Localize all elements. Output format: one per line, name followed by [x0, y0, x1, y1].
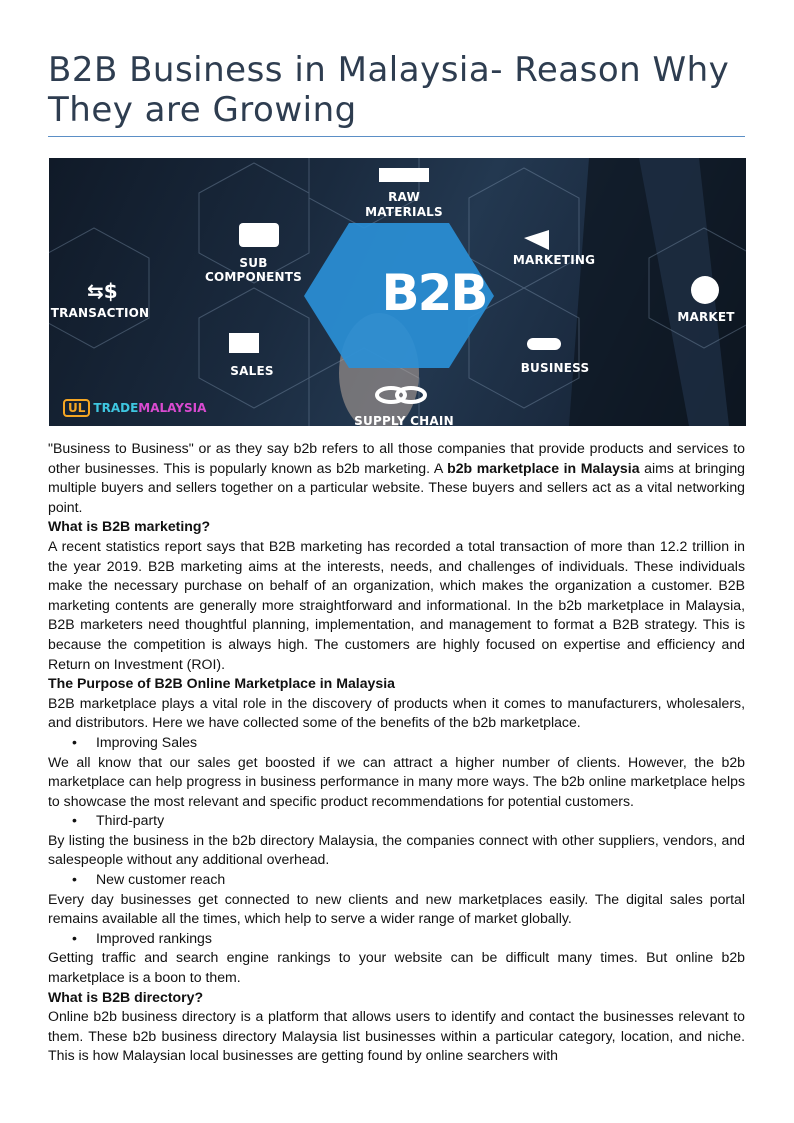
list-item: • New customer reach [48, 870, 745, 890]
list-item: • Third-party [48, 811, 745, 831]
paragraph-b2b-marketing: A recent statistics report says that B2B marketing has recorded a total transaction of more than 12.2 trillion in the year 2019. B2B marketing aims at the interests, needs, and challenges of individuals. These individuals make the necessary purchase on behalf of an organization, which makes the organization a customer. B2B marketing contents are generally more straightforward and informational. In the b2b marketplace in Malaysia, B2B marketers need thoughtful planning, implementation, and management to format a B2B strategy. This is because the competition is always high. The customers are highly focused on expertise and efficiency and Return on Investment (ROI). [48, 537, 745, 672]
hero-label-marketing: MARKETING [512, 253, 596, 267]
paragraph-rankings: Getting traffic and search engine rankings to your website can be difficult many times. But online b2b marketplace is a boon to them. [48, 949, 745, 986]
hero-label-market: MARKET [677, 310, 735, 324]
intro-paragraph: "Business to Business" or as they say b2b refers to all those companies that provide products and services to other businesses. This is popularly known as b2b marketing. A b2b marketplace in Malaysia aims at bringing multiple buyers and sellers together on a particular website. These buyers and sellers act as a vital networking point. [48, 440, 745, 515]
paragraph-third-party: By listing the business in the b2b directory Malaysia, the companies connect with other suppliers, vendors, and salespeople without any additional overhead. [48, 831, 745, 868]
paragraph-purpose: B2B marketplace plays a vital role in the discovery of products when it comes to manufacturers, wholesalers, and distributors. Here we have collected some of the benefits of the b2b marketplace. [48, 694, 745, 731]
paragraph-b2b-directory: Online b2b business directory is a platform that allows users to identify and contact the businesses relevant to them. These b2b business directory Malaysia list businesses within a particular category, location, and niche. This is how Malaysian local businesses are getting found by online searchers with [48, 1008, 745, 1064]
hero-label-business: BUSINESS [520, 361, 590, 375]
hero-label-supply-chain: SUPPLY CHAIN [354, 414, 454, 426]
paragraph-new-customer: Every day businesses get connected to new clients and new marketplaces easily. The digital sales portal remains available all the times, which help to serve a wider range of market globally. [48, 890, 745, 927]
hero-label-sub-components: SUB COMPONENTS [204, 256, 303, 284]
title-divider [48, 136, 745, 137]
heading-b2b-directory: What is B2B directory? [48, 988, 204, 1005]
hero-label-sales: SALES [230, 364, 274, 378]
hero-label-transaction: TRANSACTION [50, 306, 150, 320]
trademalaysia-logo: UL TRADEMALAYSIA [63, 401, 206, 415]
hero-image [49, 158, 746, 426]
list-item: • Improving Sales [48, 733, 745, 753]
svg-text:⇆$: ⇆$ [87, 279, 118, 303]
page-title: B2B Business in Malaysia- Reason Why They are Growing [48, 50, 730, 130]
heading-b2b-marketing: What is B2B marketing? [48, 518, 211, 535]
intro-bold-phrase: b2b marketplace in Malaysia [447, 459, 640, 476]
list-item: • Improved rankings [48, 929, 745, 949]
hero-b2b-text: B2B [381, 264, 487, 322]
article-body [48, 439, 745, 1066]
heading-purpose: The Purpose of B2B Online Marketplace in Malaysia [48, 675, 395, 692]
hero-label-raw-materials: RAW MATERIALS [365, 190, 443, 219]
paragraph-improving-sales: We all know that our sales get boosted if we can attract a higher number of clients. However, the b2b marketplace can help progress in business performance in many more ways. The b2b online marketplace helps to showcase the most relevant and specific product recommendations for potential customers. [48, 753, 745, 809]
document-page [48, 0, 745, 1066]
